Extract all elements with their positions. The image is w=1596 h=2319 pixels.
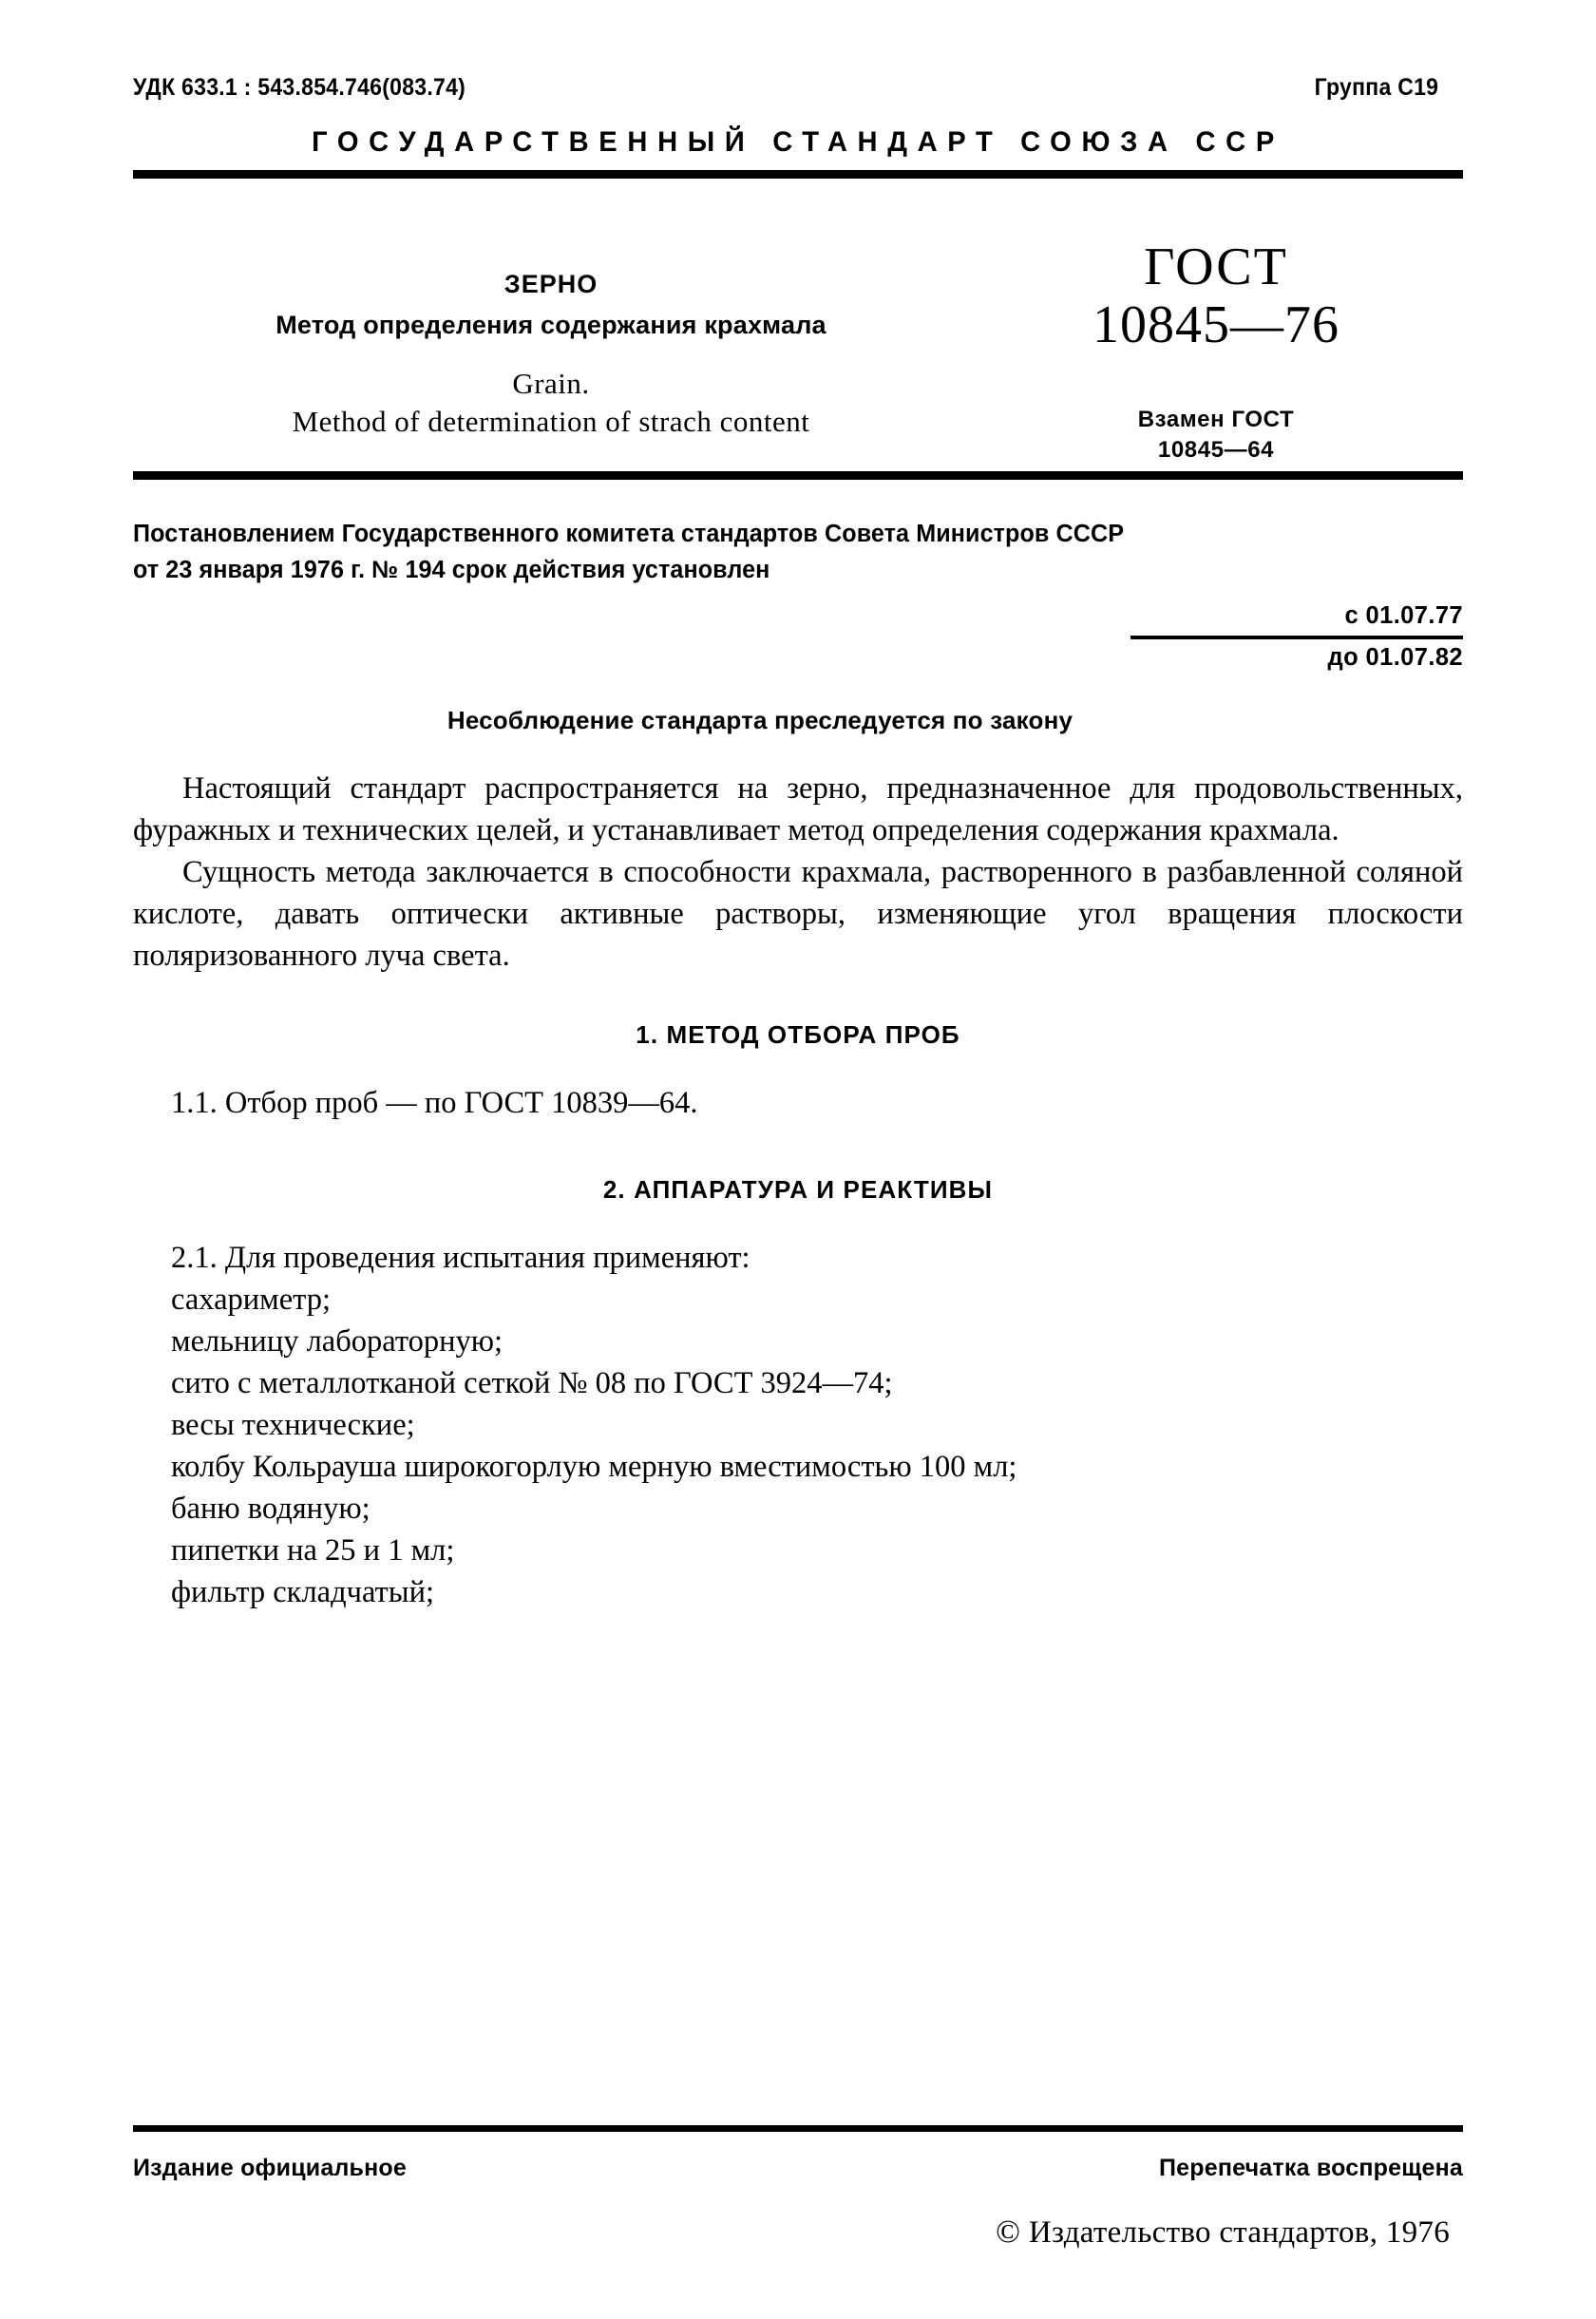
document-meta-row bbox=[133, 0, 1463, 102]
validity-dates bbox=[133, 602, 1463, 672]
clause-2-1: 2.1. Для проведения испытания применяют: bbox=[171, 1240, 750, 1275]
list-item: мельницу лабораторную; bbox=[171, 1323, 504, 1359]
list-item: колбу Кольрауша широкогорлую мерную вместимостью 100 мл; bbox=[171, 1449, 1017, 1484]
header-rule-bottom bbox=[133, 471, 1463, 480]
state-standard-banner: ГОСУДАРСТВЕННЫЙ СТАНДАРТ СОЮЗА ССР bbox=[312, 126, 1284, 158]
intro-paragraph-1: Настоящий стандарт распространяется на зерно, предназначенное для продовольственных, фуражных и технических целей, и устанавливает метод определения содержания крахмала. bbox=[133, 770, 1463, 847]
gost-number: 10845—76 bbox=[1092, 295, 1340, 354]
udk-code: УДК 633.1 : 543.854.746(083.74) bbox=[133, 74, 466, 101]
replaces-block bbox=[969, 405, 1463, 466]
footer-rule bbox=[133, 2125, 1463, 2132]
introduction-text bbox=[133, 768, 1463, 977]
title-russian-main: ЗЕРНО bbox=[504, 270, 598, 298]
decree-text bbox=[133, 516, 1443, 589]
copyright-text: Издательство стандартов, 1976 bbox=[1028, 2215, 1450, 2250]
validity-divider bbox=[1130, 636, 1463, 639]
copyright-icon: © bbox=[996, 2214, 1021, 2250]
list-item: баню водяную; bbox=[171, 1491, 370, 1526]
section-heading-2: 2. АППАРАТУРА И РЕАКТИВЫ bbox=[602, 1174, 994, 1204]
list-item: весы технические; bbox=[171, 1407, 415, 1442]
gost-label: ГОСТ bbox=[1144, 238, 1288, 296]
footer-row bbox=[133, 2155, 1463, 2182]
title-english-main: Grain. bbox=[512, 367, 590, 400]
valid-to-date: до 01.07.82 bbox=[1327, 643, 1463, 671]
legal-warning: Несоблюдение стандарта преследуется по закону bbox=[446, 705, 1074, 734]
header-rule-top bbox=[133, 170, 1463, 179]
page-footer bbox=[133, 2125, 1463, 2251]
decree-line-2: от 23 января 1976 г. № 194 срок действия установлен bbox=[133, 557, 770, 584]
replaces-number: 10845—64 bbox=[1157, 436, 1275, 463]
list-item: фильтр складчатый; bbox=[171, 1574, 435, 1609]
section-heading-1: 1. МЕТОД ОТБОРА ПРОБ bbox=[636, 1019, 960, 1049]
standard-number-block bbox=[969, 234, 1463, 466]
intro-paragraph-2: Сущность метода заключается в способности крахмала, растворенного в разбавленной соляной кислоте, давать оптически активные растворы, изменяющие угол вращения плоскости поляризованного луча света. bbox=[133, 854, 1463, 973]
decree-line-1: Постановлением Государственного комитета стандартов Совета Министров СССР bbox=[133, 521, 1125, 547]
clause-1-1: 1.1. Отбор проб — по ГОСТ 10839—64. bbox=[171, 1085, 698, 1120]
list-item: сахариметр; bbox=[171, 1282, 332, 1317]
title-block bbox=[133, 234, 1463, 471]
footer-reprint-note: Перепечатка воспрещена bbox=[1158, 2155, 1463, 2181]
title-names bbox=[133, 234, 969, 439]
validity-dates-inner bbox=[1130, 602, 1463, 672]
valid-from-date: с 01.07.77 bbox=[1344, 601, 1463, 629]
footer-edition-note: Издание официальное bbox=[133, 2155, 407, 2181]
list-item: пипетки на 25 и 1 мл; bbox=[171, 1532, 455, 1568]
copyright-line bbox=[133, 2214, 1463, 2251]
title-russian-subtitle: Метод определения содержания крахмала bbox=[276, 311, 826, 339]
list-item: сито с металлотканой сеткой № 08 по ГОСТ 3924—74; bbox=[171, 1365, 893, 1400]
group-code: Группа С19 bbox=[1314, 74, 1439, 101]
equipment-list bbox=[133, 1279, 1463, 1613]
title-english-subtitle: Method of determination of strach content bbox=[292, 405, 810, 438]
replaces-label: Взамен ГОСТ bbox=[1137, 406, 1295, 432]
